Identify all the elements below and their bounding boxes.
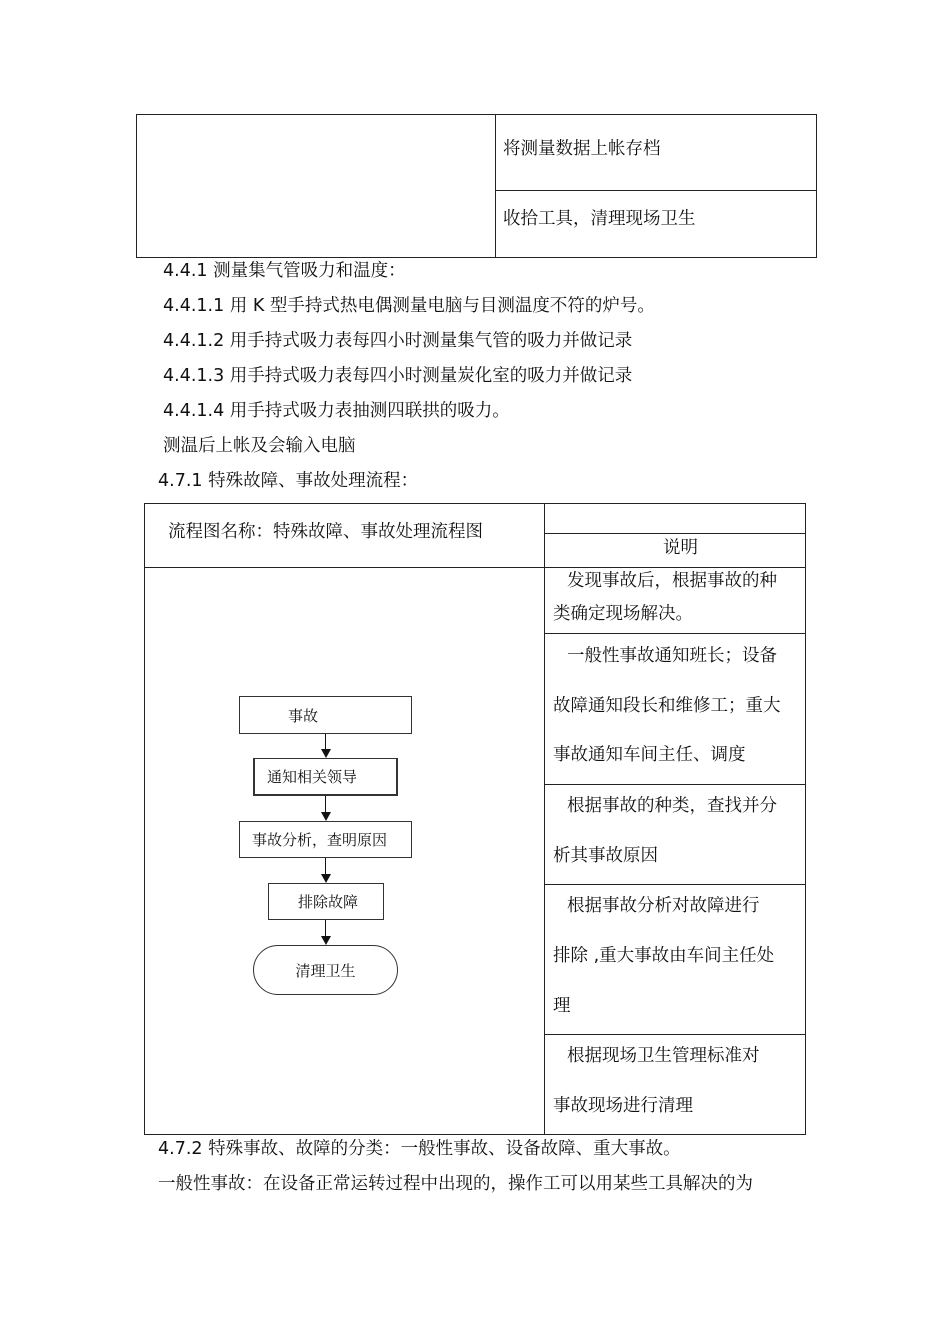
flow-step-fix-label: 排除故障: [298, 893, 359, 911]
explain-1-line-1: 发现事故后，根据事故的种: [567, 571, 777, 591]
flow-step-accident: [239, 696, 412, 734]
top-table-row-divider: [495, 190, 817, 191]
flow-step-analyze-label: 事故分析，查明原因: [252, 831, 388, 849]
explain-4-line-2: 排除 ,重大事故由车间主任处: [553, 946, 775, 966]
flow-arrow-1: [325, 734, 326, 749]
top-table-row-2: 收拾工具，清理现场卫生: [503, 209, 696, 229]
top-table-row-1: 将测量数据上帐存档: [503, 139, 661, 159]
explain-divider-1: [544, 633, 806, 634]
paragraph-general-accident: 一般性事故：在设备正常运转过程中出现的，操作工可以用某些工具解决的为: [158, 1174, 753, 1194]
flow-arrow-1-head: [321, 749, 331, 758]
explain-5-line-2: 事故现场进行清理: [553, 1096, 693, 1116]
flow-arrow-3-head: [321, 874, 331, 883]
explain-4-line-3: 理: [553, 996, 571, 1016]
flow-table-divider: [544, 503, 545, 1135]
explain-2-line-2: 故障通知段长和维修工；重大: [553, 696, 781, 716]
flow-step-clean-label: 清理卫生: [295, 961, 356, 980]
explain-divider-2: [544, 784, 806, 785]
explain-divider-4: [544, 1034, 806, 1035]
explain-1-line-2: 类确定现场解决。: [553, 604, 693, 624]
paragraph-4-4-1-2: 4.4.1.2 用手持式吸力表每四小时测量集气管的吸力并做记录: [163, 331, 633, 351]
paragraph-4-4-1-1: 4.4.1.1 用 K 型手持式热电偶测量电脑与目测温度不符的炉号。: [163, 296, 655, 316]
flow-arrow-2-head: [321, 812, 331, 821]
flow-arrow-4-head: [321, 936, 331, 945]
flow-step-notify: [253, 758, 398, 796]
top-table-divider: [495, 114, 496, 258]
paragraph-4-4-1-3: 4.4.1.3 用手持式吸力表每四小时测量炭化室的吸力并做记录: [163, 366, 633, 386]
flow-step-analyze: [239, 821, 412, 858]
flow-arrow-3: [325, 858, 326, 874]
flow-step-clean: [253, 945, 398, 995]
explain-4-line-1: 根据事故分析对故障进行: [567, 896, 760, 916]
explain-header: 说明: [663, 538, 698, 558]
explain-divider-3: [544, 884, 806, 885]
paragraph-4-4-1-4: 4.4.1.4 用手持式吸力表抽测四联拱的吸力。: [163, 401, 510, 421]
top-table: [136, 114, 817, 258]
paragraph-4-7-1: 4.7.1 特殊故障、事故处理流程：: [158, 471, 419, 491]
flow-arrow-4: [325, 920, 326, 936]
flow-step-fix: [268, 883, 384, 920]
paragraph-measure-note: 测温后上帐及会输入电脑: [163, 436, 356, 456]
flow-table-title: 流程图名称：特殊故障、事故处理流程图: [168, 522, 483, 542]
explain-2-line-3: 事故通知车间主任、调度: [553, 745, 746, 765]
explain-5-line-1: 根据现场卫生管理标准对: [567, 1046, 760, 1066]
explain-3-line-1: 根据事故的种类，查找并分: [567, 796, 777, 816]
flow-step-accident-label: 事故: [288, 706, 319, 725]
explain-2-line-1: 一般性事故通知班长；设备: [567, 646, 777, 666]
flow-table-header-divider: [144, 567, 806, 568]
flow-table: [144, 503, 806, 1135]
paragraph-4-4-1: 4.4.1 测量集气管吸力和温度：: [163, 261, 406, 281]
flow-step-notify-label: 通知相关领导: [267, 768, 358, 786]
flow-table-subheader-divider: [544, 533, 806, 534]
flow-arrow-2: [325, 796, 326, 812]
paragraph-4-7-2: 4.7.2 特殊事故、故障的分类：一般性事故、设备故障、重大事故。: [158, 1139, 681, 1159]
explain-3-line-2: 析其事故原因: [553, 846, 658, 866]
